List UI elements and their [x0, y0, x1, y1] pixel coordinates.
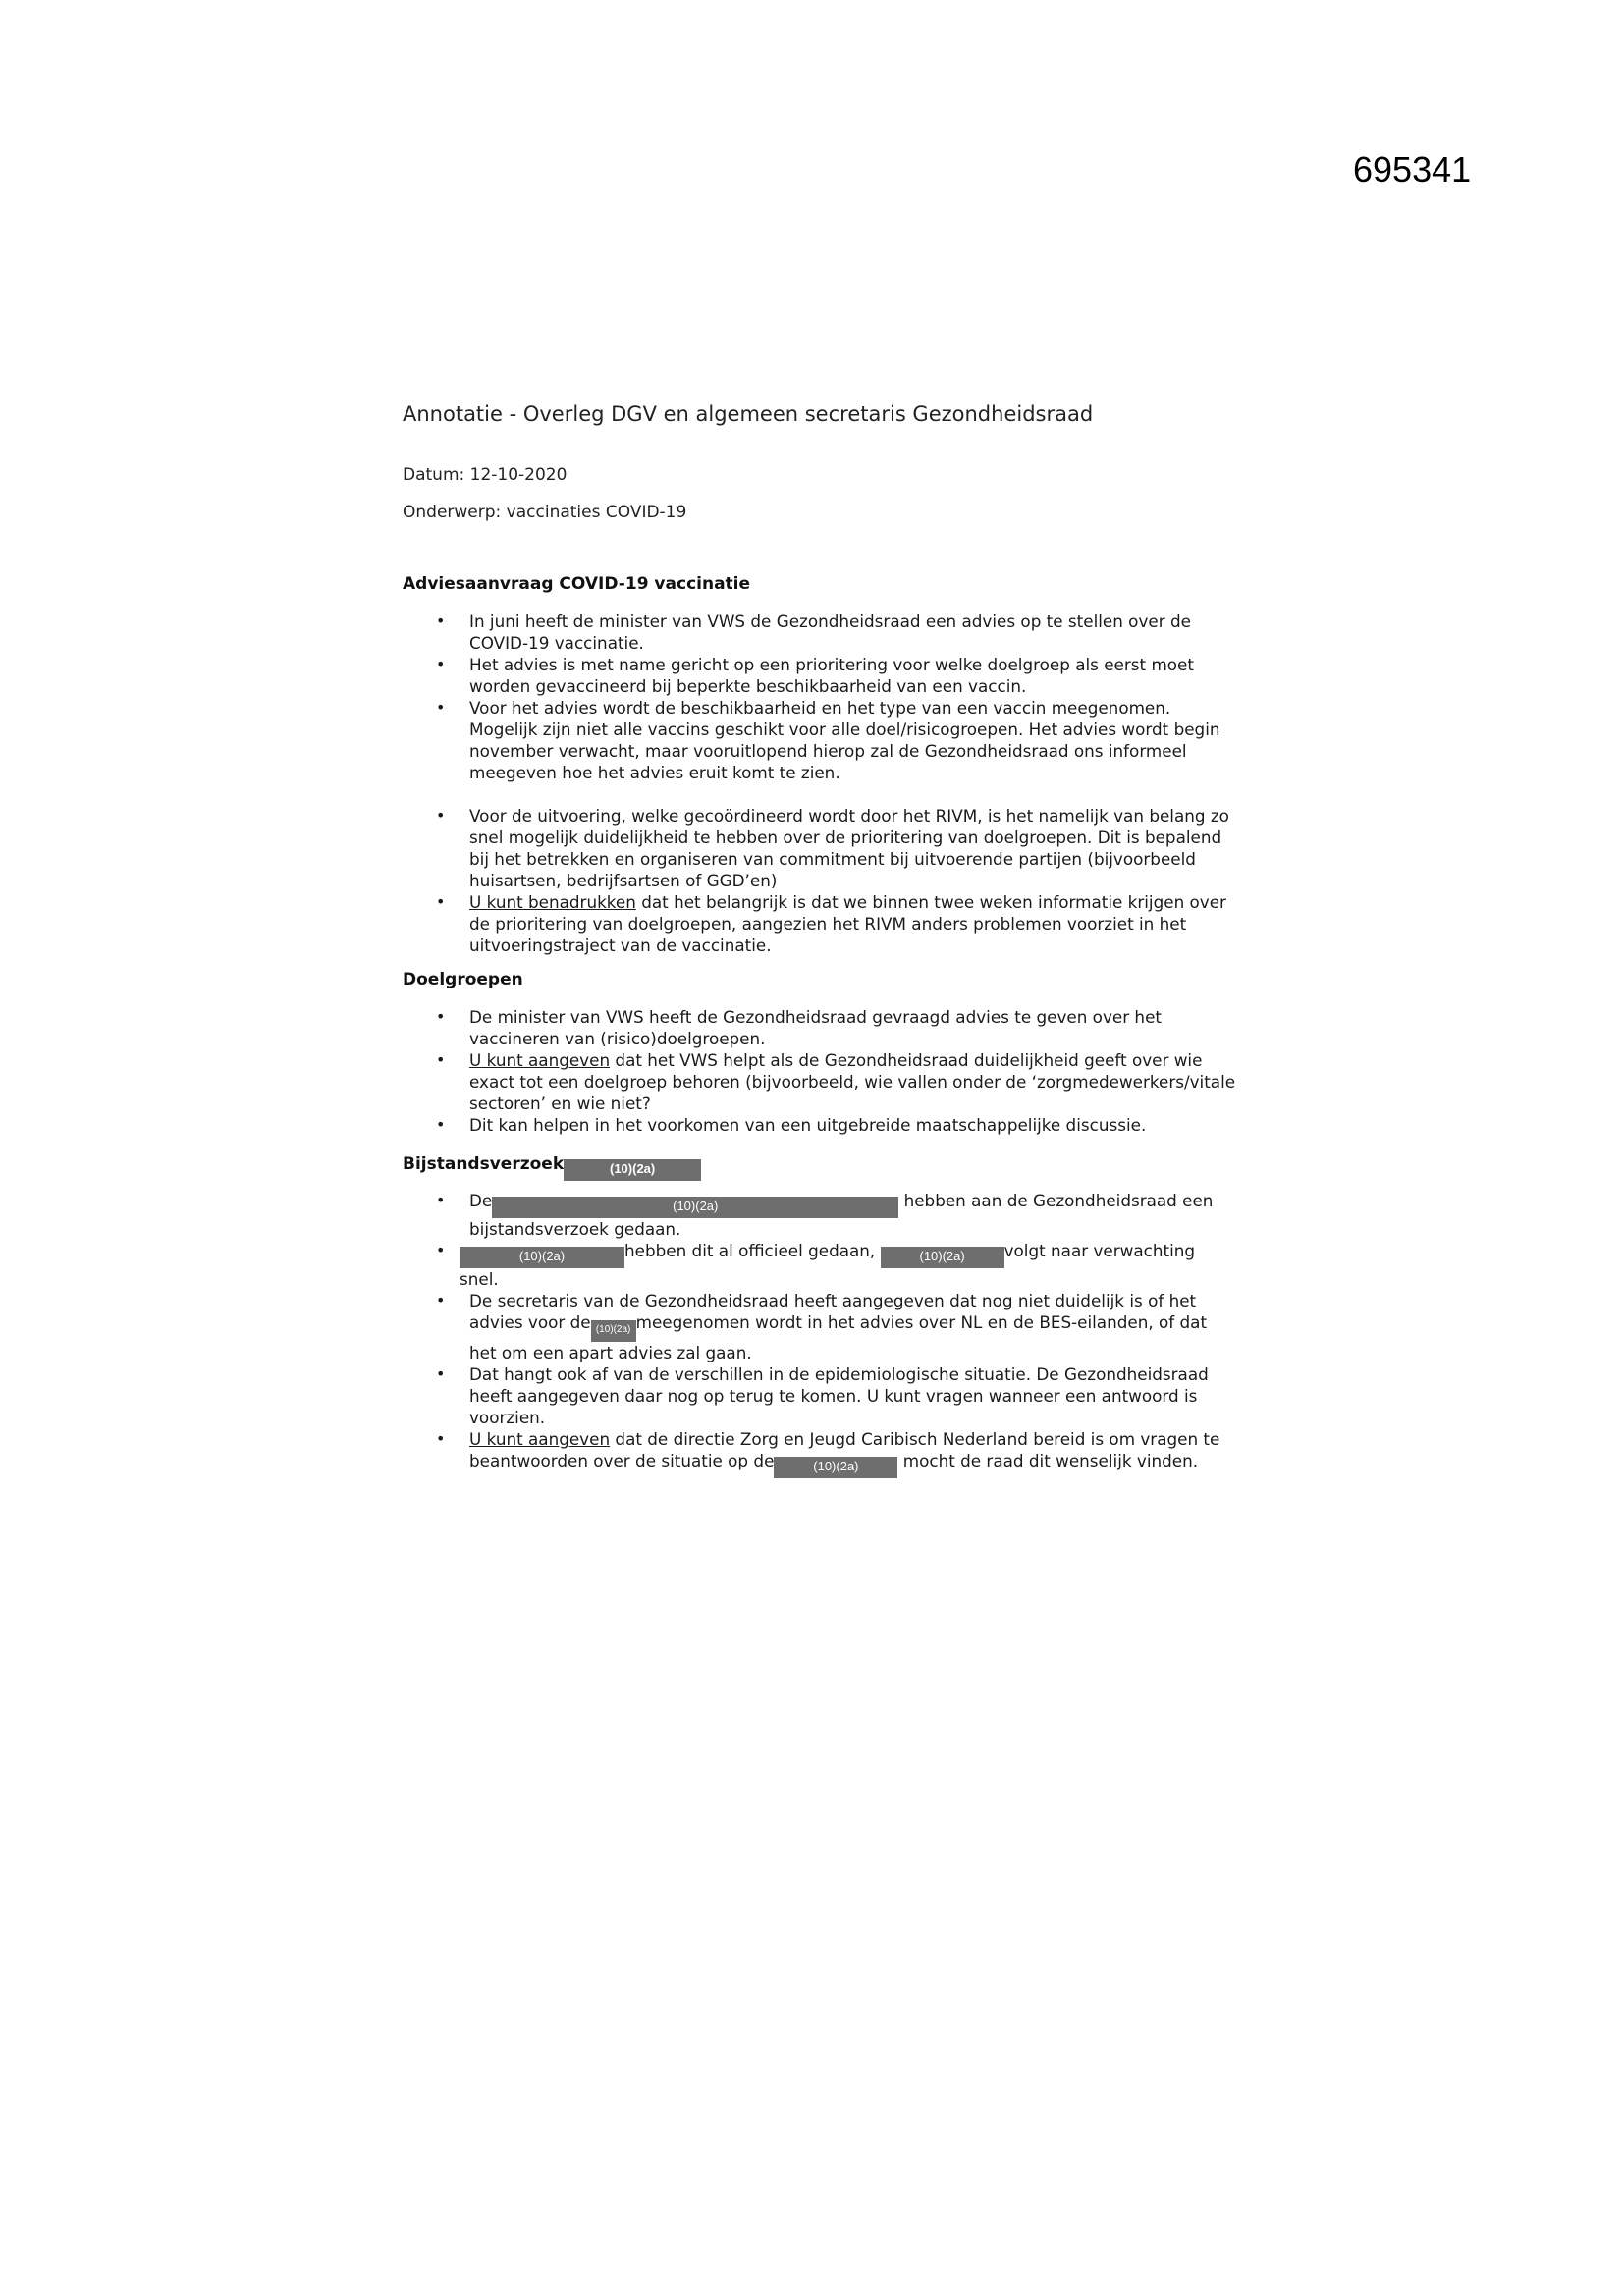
date-line: Datum: 12-10-2020: [403, 465, 568, 485]
section-list-bijstandsverzoek: [403, 1190, 1237, 1478]
list-item: • In juni heeft de minister van VWS de Gezondheidsraad een advies op te stellen over de COVID-19 vaccinatie.: [403, 611, 1237, 654]
list-item: • De (10)(2a) hebben aan de Gezondheidsraad een bijstandsverzoek gedaan.: [403, 1190, 1237, 1240]
subject-line: Onderwerp: vaccinaties COVID-19: [403, 503, 687, 522]
list-item: • Voor de uitvoering, welke gecoördineerd wordt door het RIVM, is het namelijk van belang zo snel mogelijk duidelijkheid te hebben over de prioritering van doelgroepen. Dit is bepalend bij het betrekken en organiseren van commitment bij uitvoerende partijen (bijvoorbeeld huisartsen, bedrijfsartsen of GGD’en): [403, 805, 1237, 891]
list-item: [403, 1049, 1237, 1114]
redaction-box: (10)(2a): [492, 1197, 898, 1218]
document-number: 695341: [1353, 149, 1472, 189]
redaction-box: (10)(2a): [460, 1247, 624, 1268]
list-item: • (10)(2a) hebben dit al officieel gedaan, (10)(2a) volgt naar verwachting snel.: [403, 1240, 1237, 1290]
document-title: Annotatie - Overleg DGV en algemeen secretaris Gezondheidsraad: [403, 402, 1094, 426]
redaction-box: (10)(2a): [591, 1320, 636, 1342]
list-item: • Het advies is met name gericht op een prioritering voor welke doelgroep als eerst moet worden gevaccineerd bij beperkte beschikbaarheid van een vaccin.: [403, 654, 1237, 697]
redaction-box: (10)(2a): [564, 1159, 701, 1181]
list-item-text: dat het belangrijk is dat we binnen twee weken informatie krijgen over de prioritering van doelgroepen, aangezien het RIVM anders problemen voorziet in het uitvoeringstraject van de vaccinatie.: [469, 892, 1226, 955]
underlined-phrase: U kunt aangeven: [469, 1429, 611, 1449]
redaction-box: (10)(2a): [774, 1457, 897, 1478]
list-item: • Voor het advies wordt de beschikbaarheid en het type van een vaccin meegenomen. Mogelijk zijn niet alle vaccins geschikt voor alle doel/risicogroepen. Het advies wordt begin november verwacht, maar vooruitlopend hierop zal de Gezondheidsraad ons informeel meegeven hoe het advies eruit komt te zien.: [403, 697, 1237, 783]
underlined-phrase: U kunt benadrukken: [469, 892, 636, 912]
section-heading-adviesaanvraag: Adviesaanvraag COVID-19 vaccinatie: [403, 574, 751, 594]
list-item: • Dat hangt ook af van de verschillen in de epidemiologische situatie. De Gezondheidsraad heeft aangegeven daar nog op terug te komen. U kunt vragen wanneer een antwoord is voorzien.: [403, 1363, 1237, 1428]
list-item: • U kunt aangeven dat de directie Zorg en Jeugd Caribisch Nederland bereid is om vragen te beantwoorden over de situatie op de (10)(2a) mocht de raad dit wenselijk vinden.: [403, 1428, 1237, 1478]
underlined-phrase: U kunt aangeven: [469, 1050, 611, 1070]
section-heading-doelgroepen: Doelgroepen: [403, 970, 523, 989]
list-item: • Dit kan helpen in het voorkomen van een uitgebreide maatschappelijke discussie.: [403, 1114, 1237, 1136]
list-item: • De secretaris van de Gezondheidsraad heeft aangegeven dat nog niet duidelijk is of het advies voor de (10)(2a) meegenomen wordt in het advies over NL en de BES-eilanden, of dat het om een apart advies zal gaan.: [403, 1290, 1237, 1363]
section-heading-bijstandsverzoek: Bijstandsverzoek (10)(2a): [403, 1154, 701, 1181]
list-item-text: dat het VWS helpt als de Gezondheidsraad duidelijkheid geeft over wie exact tot een doelgroep behoren (bijvoorbeeld, wie vallen onder de ‘zorgmedewerkers/vitale sectoren’ en wie niet?: [469, 1050, 1236, 1113]
list-item: [403, 891, 1237, 956]
section-list-adviesaanvraag: [403, 611, 1237, 956]
list-item: • De minister van VWS heeft de Gezondheidsraad gevraagd advies te geven over het vaccineren van (risico)doelgroepen.: [403, 1006, 1237, 1049]
section-list-doelgroepen: [403, 1006, 1237, 1136]
redaction-box: (10)(2a): [881, 1247, 1004, 1268]
